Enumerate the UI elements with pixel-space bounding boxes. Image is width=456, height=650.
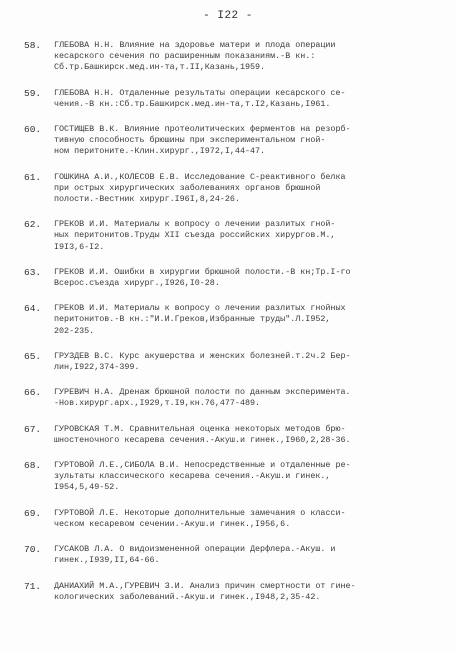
page-number: - I22 - (203, 10, 253, 22)
entry-text-line: 202-235. (54, 325, 95, 336)
entry-text-line: ГУРОВСКАЯ Т.М. Сравнительная оценка некоторых методов брю- (54, 423, 346, 434)
entry-text-line: ГРЕКОВ И.И. Материалы к вопросу о лечении разлитых гнойных (54, 303, 346, 314)
bibliography-entry (24, 460, 444, 494)
entry-text-line: гинек.,I939,II,64-66. (54, 555, 160, 566)
entry-text-line: ДАНИАХИЙ М.А.,ГУРЕВИЧ З.И. Анализ причин смертности от гине- (54, 580, 356, 591)
entry-text-line: чения.-В кн.:Сб.тр.Башкирск.мед.ин-та,т.I2,Казань,I961. (54, 98, 331, 109)
entry-text-line: ных перитонитов.Труды XII съезда российских хирургов.М., (54, 230, 336, 241)
entry-text-line: I9I3,6-I2. (54, 241, 105, 252)
entry-number: 67. (24, 423, 42, 435)
entry-number: 69. (24, 507, 42, 519)
entry-text-line: зультаты классического кесарева сечения.-Акуш.и гинек., (54, 471, 331, 482)
entry-text-line: кесарского сечения по расширенным показаниям.-В кн.: (54, 51, 316, 62)
entry-text-line: ГЛЕБОВА Н.Н. Влияние на здоровье матери и плода операции (54, 40, 336, 50)
entry-number: 59. (24, 87, 42, 99)
entry-text-line: ГУРЕВИЧ Н.А. Дренаж брюшной полости по данным эксперимента. (54, 387, 351, 398)
bibliography-entry (24, 88, 444, 110)
entry-number: 58. (24, 40, 42, 51)
bibliography-entry (24, 544, 444, 566)
entry-text-line: ГОШКИНА А.И.,КОЛЕСОВ Е.В. Исследование С-реактивного белка (54, 171, 346, 182)
bibliography-entry (24, 124, 444, 158)
entry-text-line: лин,I922,374-399. (54, 362, 140, 373)
entry-text-line: ческом кесаревом сечении.-Акуш.и гинек.,I956,6. (54, 518, 291, 529)
entry-text-line: ном перитоните.-Клин.хирург.,I972,I,44-47. (54, 146, 266, 157)
entry-text-line: ГРЕКОВ И.И. Ошибки в хирургии брюшной полости.-В кн;Тр.I-го (54, 266, 351, 277)
entry-text-line: ГЛЕБОВА Н.Н. Отдаленные результаты операции кесарского се- (54, 87, 346, 98)
entry-text-line: Сб.тр.Башкирск.мед.ин-та,т.II,Казань,1959. (54, 62, 266, 73)
entry-text-line: перитонитов.-В кн.:"И.И.Греков,Избранные труды".Л.I952, (54, 314, 331, 325)
entry-number: 71. (24, 580, 42, 592)
entry-text-line: ГУСАКОВ Л.А. О видоизмененной операции Дерфлера.-Акуш. и (54, 544, 336, 555)
bibliography-entry (24, 303, 444, 337)
entry-text-line: кологических заболеваний.-Акуш.и гинек.,I948,2,35-42. (54, 591, 321, 602)
entry-text-line: -Нов.хирург.арх.,I929,т.I9,кн.76,477-489. (54, 398, 261, 409)
entry-text-line: ГУРТОВОЙ Л.Е.,СИБОЛА В.И. Непосредственные и отдаленные ре- (54, 460, 351, 471)
bibliography-entry (24, 581, 444, 603)
entry-text-line: при острых хирургических заболеваниях органов брюшной (54, 182, 321, 193)
bibliography-entry (24, 424, 444, 446)
entry-text-line: ГОСТИЩЕВ В.К. Влияние протеолитических ферментов на резорб- (54, 124, 351, 135)
entry-number: 64. (24, 303, 42, 315)
entry-text-line: ГУРТОВОЙ Л.Е. Некоторые дополнительные замечания о класси- (54, 507, 346, 518)
entry-text-line: полости.-Вестник хирург.I96I,8,24-26. (54, 194, 240, 205)
entry-number: 60. (24, 124, 42, 136)
entry-text-line: ГРЕКОВ И.И. Материалы к вопросу о лечении разлитых гной- (54, 219, 336, 230)
entry-number: 68. (24, 460, 42, 472)
bibliography-entry (24, 172, 444, 206)
entry-text-line: Всерос.съезда хирург.,I926,I0-28. (54, 278, 220, 289)
entry-number: 61. (24, 171, 42, 183)
bibliography-entry (24, 40, 444, 74)
entry-number: 70. (24, 544, 42, 556)
bibliography-entry (24, 508, 444, 530)
bibliography-entry (24, 267, 444, 289)
entry-text-line: I954,5,49-52. (54, 482, 120, 493)
entry-text-line: ГРУЗДЕВ В.С. Курс акушерства и женских болезней.т.2ч.2 Бер- (54, 350, 351, 361)
entry-text-line: шностеночного кесарева сечения.-Акуш.и гинек.,I960,2,28-36. (54, 434, 351, 445)
bibliography-list (24, 40, 444, 617)
entry-number: 62. (24, 219, 42, 231)
entry-number: 66. (24, 387, 42, 399)
bibliography-entry (24, 387, 444, 409)
entry-number: 63. (24, 266, 42, 278)
entry-text-line: тивную способность брюшины при экспериментальном гной- (54, 135, 326, 146)
bibliography-entry (24, 351, 444, 373)
entry-number: 65. (24, 350, 42, 362)
bibliography-entry (24, 219, 444, 253)
